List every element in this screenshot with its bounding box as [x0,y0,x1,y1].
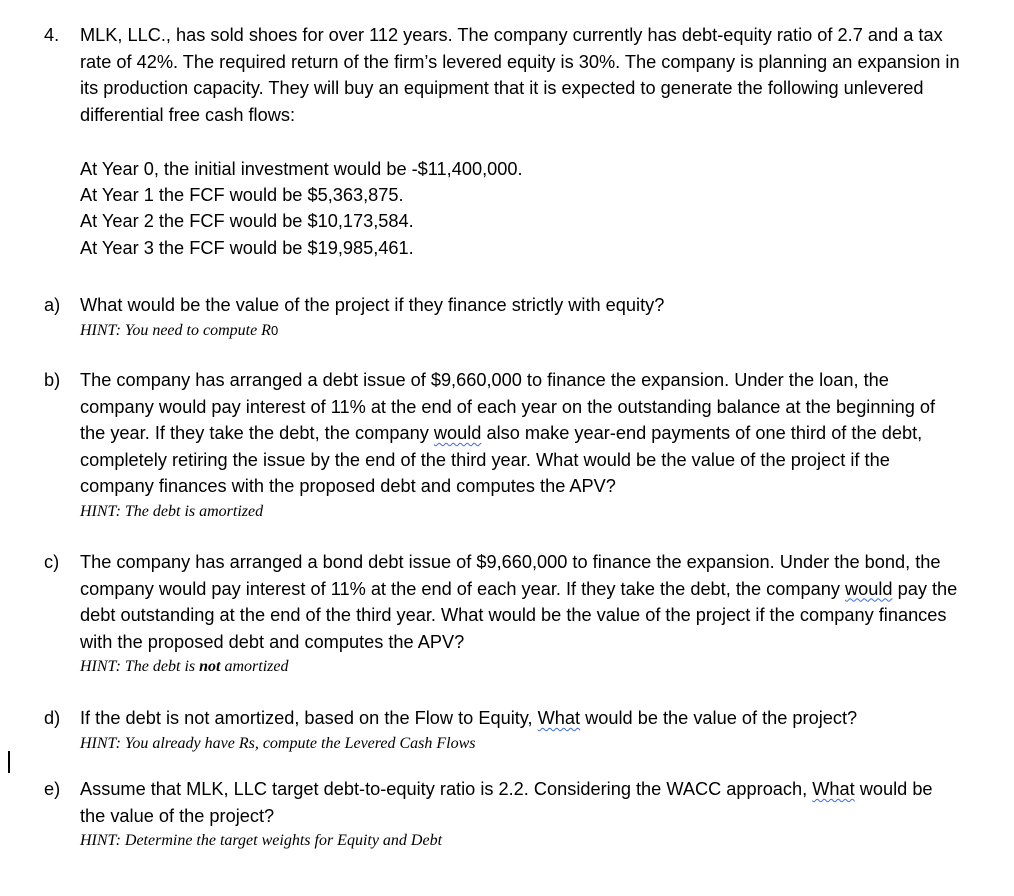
question-number: 4. [44,25,60,45]
part-d-text: If the debt is not amortized, based on the Flow to Equity, What would be the value of the project? [80,708,858,728]
part-b-hint: HINT: The debt is amortized [80,502,264,520]
part-a-hint: HINT: You need to compute R0 [80,321,279,339]
part-d-hint: HINT: You already have Rs, compute the Levered Cash Flows [80,734,476,752]
cash-flow-year-1: At Year 1 the FCF would be $5,363,875. [80,185,404,205]
question-intro: MLK, LLC., has sold shoes for over 112 years. The company currently has debt-equity ratio of 2.7 and a tax rate of 42%. The required return of the firm’s levered equity is 30%. The company is planning an expansion in its production capacity. They will buy an equipment that it is expected to generate the following unlevered differential free cash flows: [80,25,960,125]
cash-flow-year-2: At Year 2 the FCF would be $10,173,584. [80,211,414,231]
text-cursor [8,751,10,773]
part-c-hint: HINT: The debt is not amortized [80,658,289,675]
part-c-label: c) [44,552,60,572]
part-d-label: d) [44,708,61,728]
part-e-text: Assume that MLK, LLC target debt-to-equity ratio is 2.2. Considering the WACC approach, What would be the value of the project? [80,779,933,826]
part-b-text: The company has arranged a debt issue of $9,660,000 to finance the expansion. Under the loan, the company would pay interest of 11% at the end of each year on the outstanding balance at the beginning of the year. If they take the debt, the company would also make year-end payments of one third of the debt, completely retiring the issue by the end of the third year. What would be the value of the project if the company finances with the proposed debt and computes the APV? [80,370,936,496]
part-b-label: b) [44,370,61,390]
part-a-text: What would be the value of the project if they finance strictly with equity? [80,295,665,315]
cash-flow-year-3: At Year 3 the FCF would be $19,985,461. [80,238,414,258]
spellcheck-squiggle: would [845,578,893,599]
cash-flow-year-0: At Year 0, the initial investment would be -$11,400,000. [80,159,523,179]
spellcheck-squiggle: What [812,779,855,799]
spellcheck-squiggle: What [537,708,581,728]
part-e-label: e) [44,779,61,799]
part-e-hint: HINT: Determine the target weights for Equity and Debt [80,832,443,849]
part-c-text: The company has arranged a bond debt issue of $9,660,000 to finance the expansion. Under the bond, the company would pay interest of 11% at the end of each year. If they take the debt, the company would pay the debt outstanding at the end of the third year. What would be the value of the project if the company finances with the proposed debt and computes the APV? [80,552,958,652]
part-a-label: a) [44,295,61,315]
spellcheck-squiggle: would [433,423,482,443]
